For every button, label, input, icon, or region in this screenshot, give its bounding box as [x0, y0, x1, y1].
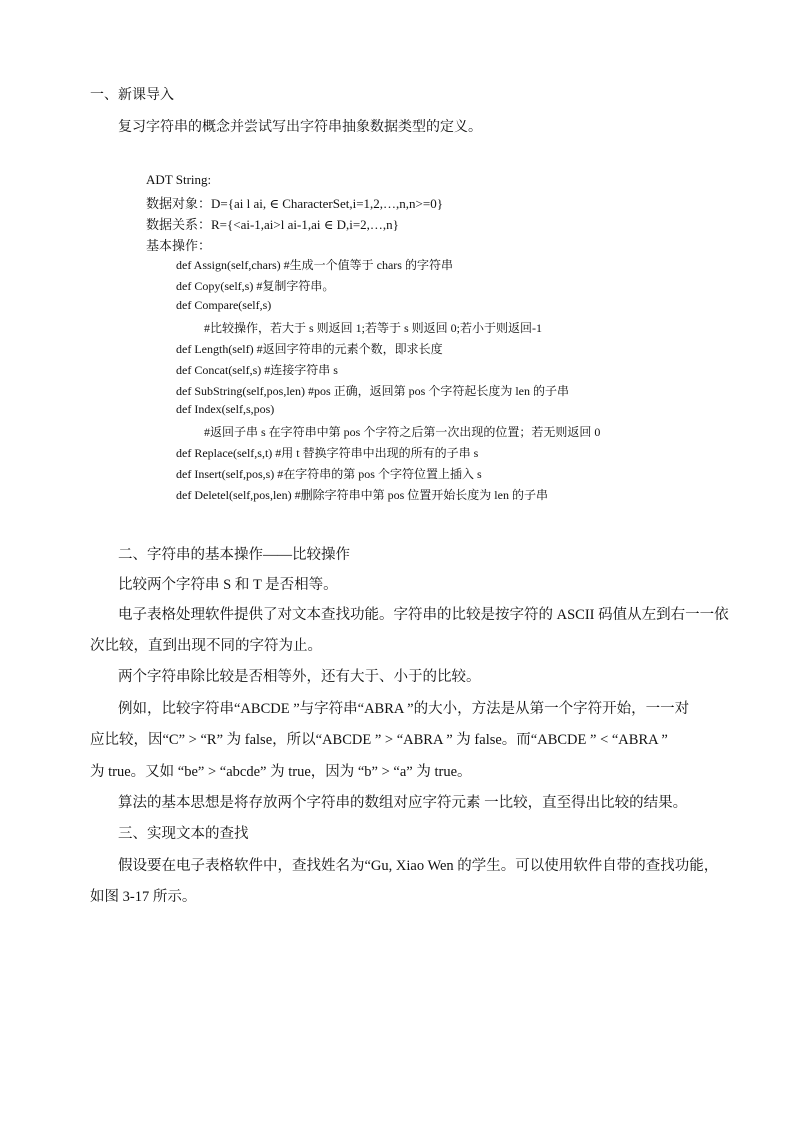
section2-p4-line2: 应比较，因“C” > “R” 为 false，所以“ABCDE ” > “ABRA ” 为 false。而“ABCDE ” < “ABRA ” — [90, 732, 668, 748]
section1-heading: 一、新课导入 — [90, 88, 174, 103]
adt-op-compare-comment: #比较操作，若大于 s 则返回 1;若等于 s 则返回 0;若小于则返回-1 — [204, 321, 543, 335]
adt-op-replace: def Replace(self,s,t) #用 t 替换字符串中出现的所有的子串 s — [176, 446, 479, 460]
adt-op-compare: def Compare(self,s) — [176, 298, 272, 312]
adt-data-objects: 数据对象：D={ai l ai, ∈ CharacterSet,i=1,2,…,n,n>=0} — [146, 196, 443, 211]
section1-intro: 复习字符串的概念并尝试写出字符串抽象数据类型的定义。 — [118, 120, 482, 135]
adt-ops-label: 基本操作： — [146, 238, 212, 253]
section2-heading: 二、字符串的基本操作——比较操作 — [118, 547, 350, 563]
section3-heading: 三、实现文本的查找 — [118, 826, 249, 842]
adt-op-length: def Length(self) #返回字符串的元素个数，即求长度 — [176, 342, 443, 356]
section3-p1-line2: 如图 3-17 所示。 — [90, 889, 197, 905]
adt-op-index: def Index(self,s,pos) — [176, 402, 275, 416]
section3-p1-line1: 假设要在电子表格软件中，查找姓名为“Gu, Xiao Wen 的学生。可以使用软件自带的查找功能， — [118, 858, 719, 874]
adt-op-insert: def Insert(self,pos,s) #在字符串的第 pos 个字符位置上插入 s — [176, 467, 482, 481]
adt-data-relations: 数据关系：R={<ai-1,ai>l ai-1,ai ∈ D,i=2,…,n} — [146, 217, 399, 232]
section2-p2-line2: 次比较，直到出现不同的字符为止。 — [90, 638, 322, 654]
adt-op-assign: def Assign(self,chars) #生成一个值等于 chars 的字符串 — [176, 258, 453, 272]
section2-p4-line1: 例如，比较字符串“ABCDE ”与字符串“ABRA ”的大小，方法是从第一个字符开始，一一对 — [118, 701, 690, 717]
section2-p3: 两个字符串除比较是否相等外，还有大于、小于的比较。 — [118, 669, 481, 685]
section2-p1: 比较两个字符串 S 和 T 是否相等。 — [118, 577, 338, 593]
adt-op-copy: def Copy(self,s) #复制字符串。 — [176, 279, 335, 293]
adt-op-concat: def Concat(self,s) #连接字符串 s — [176, 363, 338, 377]
adt-op-substring: def SubString(self,pos,len) #pos 正确，返回第 pos 个字符起长度为 len 的子串 — [176, 384, 569, 398]
adt-title: ADT String: — [146, 172, 212, 187]
adt-op-delete: def Deletel(self,pos,len) #删除字符串中第 pos 位置开始长度为 len 的子串 — [176, 488, 548, 502]
adt-op-index-comment: #返回子串 s 在字符串中第 pos 个字符之后第一次出现的位置；若无则返回 0 — [204, 425, 601, 439]
section2-p2-line1: 电子表格处理软件提供了对文本查找功能。字符串的比较是按字符的 ASCII 码值从左到右一一依 — [118, 607, 729, 623]
section2-p5: 算法的基本思想是将存放两个字符串的数组对应字符元素 一比较，直至得出比较的结果。 — [118, 795, 688, 811]
section2-p4-line3: 为 true。又如 “be” > “abcde” 为 true，因为 “b” > “a” 为 true。 — [90, 764, 472, 780]
